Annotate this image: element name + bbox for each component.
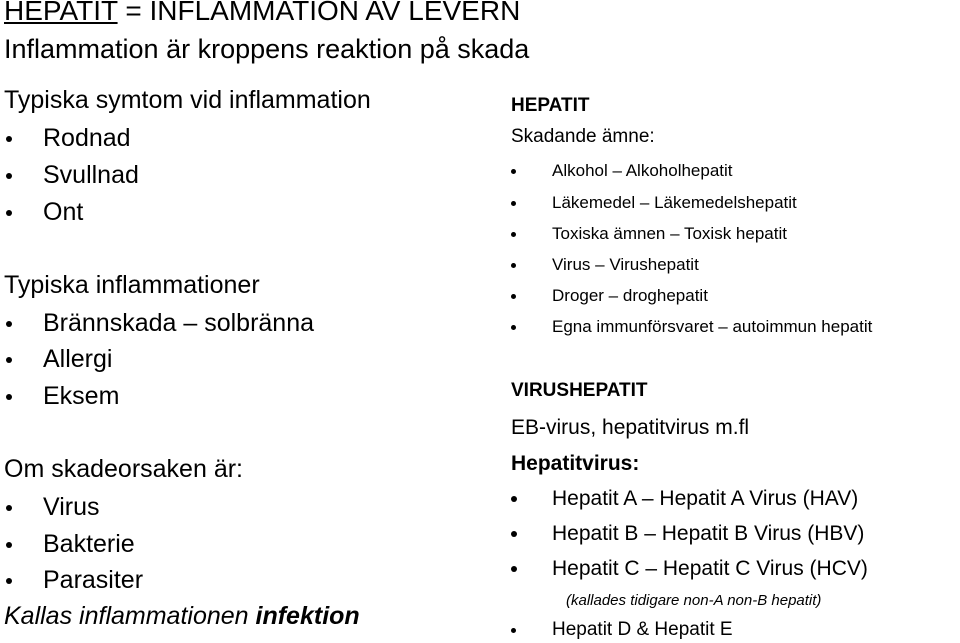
list-item-text: Rodnad [43, 124, 131, 152]
list-item [511, 224, 787, 244]
list-item [4, 124, 131, 153]
list-item [511, 317, 872, 337]
bullet-icon [511, 628, 516, 633]
page-title [4, 0, 520, 28]
bullet-icon [511, 294, 516, 299]
bullet-icon [6, 505, 12, 511]
list-item [511, 161, 733, 181]
bullet-icon [6, 394, 12, 400]
list-item-text: Allergi [43, 345, 113, 373]
list-item-text: Svullnad [43, 161, 139, 189]
infection-note-emphasis: infektion [255, 602, 360, 630]
bullet-icon [511, 531, 517, 537]
damaging-substance-label: Skadande ämne: [511, 126, 655, 147]
list-item-text: Hepatit C – Hepatit C Virus (HCV) [552, 557, 868, 580]
non-a-non-b-note: (kallades tidigare non-A non-B hepatit) [566, 592, 822, 609]
bullet-icon [511, 201, 516, 206]
bullet-icon [6, 210, 12, 216]
infection-note [4, 602, 360, 631]
list-item [511, 286, 708, 306]
list-item [511, 193, 797, 213]
list-item [511, 619, 733, 641]
hepatitvirus-heading: Hepatitvirus: [511, 452, 640, 475]
bullet-icon [511, 496, 517, 502]
list-item [4, 493, 100, 522]
bullet-icon [6, 542, 12, 548]
list-item-text: Virus [43, 493, 100, 521]
title-hepatit: HEPATIT [4, 0, 118, 26]
list-item [511, 557, 868, 581]
symptoms-heading: Typiska symtom vid inflammation [4, 86, 371, 114]
list-item [4, 198, 83, 227]
list-item-text: Droger – droghepatit [552, 286, 708, 305]
bullet-icon [511, 263, 516, 268]
bullet-icon [6, 136, 12, 142]
list-item-text: Hepatit D & Hepatit E [552, 619, 733, 640]
list-item-text: Bakterie [43, 530, 135, 558]
bullet-icon [6, 321, 12, 327]
infection-note-prefix: Kallas inflammationen [4, 602, 256, 630]
list-item-text: Virus – Virushepatit [552, 255, 699, 274]
page-subtitle: Inflammation är kroppens reaktion på skada [4, 34, 530, 64]
list-item-text: Läkemedel – Läkemedelshepatit [552, 193, 797, 212]
list-item-text: Hepatit A – Hepatit A Virus (HAV) [552, 487, 859, 510]
list-item [511, 487, 858, 511]
list-item-text: Ont [43, 198, 84, 226]
inflammations-heading: Typiska inflammationer [4, 271, 260, 299]
title-rest: = INFLAMMATION AV LEVERN [117, 0, 521, 26]
list-item [4, 566, 143, 595]
virushepatit-text: EB-virus, hepatitvirus m.fl [511, 416, 750, 439]
list-item-text: Alkohol – Alkoholhepatit [552, 161, 733, 180]
bullet-icon [6, 357, 12, 363]
list-item [511, 522, 864, 546]
list-item [4, 530, 135, 559]
list-item-text: Parasiter [43, 566, 144, 594]
bullet-icon [6, 578, 12, 584]
list-item-text: Eksem [43, 382, 120, 410]
list-item-text: Egna immunförsvaret – autoimmun hepatit [552, 317, 873, 336]
causes-heading: Om skadeorsaken är: [4, 455, 243, 483]
list-item-text: Brännskada – solbränna [43, 309, 315, 337]
list-item [4, 382, 119, 411]
list-item-text: Toxiska ämnen – Toxisk hepatit [552, 224, 787, 243]
bullet-icon [6, 173, 12, 179]
list-item-text: Hepatit B – Hepatit B Virus (HBV) [552, 522, 865, 545]
bullet-icon [511, 169, 516, 174]
list-item [4, 345, 112, 374]
bullet-icon [511, 325, 516, 330]
bullet-icon [511, 566, 517, 572]
list-item [4, 309, 314, 338]
list-item [4, 161, 139, 190]
virushepatit-heading: VIRUSHEPATIT [511, 380, 648, 401]
bullet-icon [511, 232, 516, 237]
hepatit-heading: HEPATIT [511, 95, 590, 116]
list-item [511, 255, 699, 275]
